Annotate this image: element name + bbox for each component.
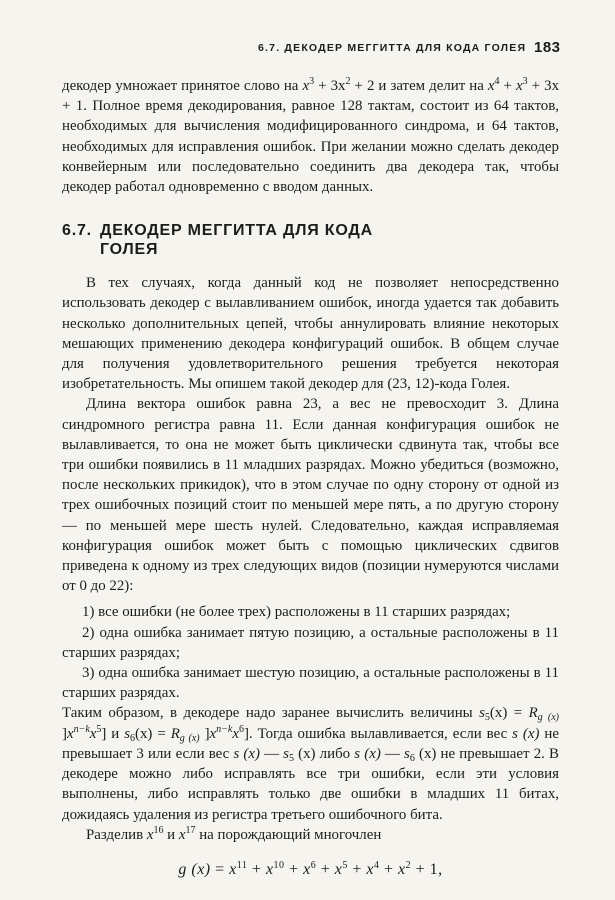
section-title-line2: ГОЛЕЯ (100, 241, 159, 259)
running-head-title: 6.7. ДЕКОДЕР МЕГГИТТА ДЛЯ КОДА ГОЛЕЯ (258, 42, 527, 54)
paragraph-continued: декодер умножает принятое слово на $x^3 + 3x^2 + 2$ и затем делит на $x^4 + x^3 + 3x + 1$. Полное время декодирования, равное 128 тактам, состоит из 64 тактов, необходимых для вычисления модифицированного синдрома, и 64 тактов, необходимых для исправления ошибок. При желании можно сделать декодер конвейерным или последовательно соединить два декодера так, чтобы декодер работал одновременно с вводом данных. (62, 76, 560, 196)
page-body (62, 76, 559, 880)
section-title-line1: ДЕКОДЕР МЕГГИТТА ДЛЯ КОДА (100, 222, 373, 240)
page-number: 183 (534, 39, 561, 56)
list-item-2: 2) одна ошибка занимает пятую позицию, а остальные расположены в 11 старших разрядах; (62, 624, 559, 661)
section-heading (62, 221, 559, 259)
paragraph-intro: В тех случаях, когда данный код не позволяет непосредственно использовать декодер с вылавливанием ошибок, иногда удается так добавить несколько дополнительных цепей, чтобы аннулировать влияние некоторых мешающих применению декодера конфигураций ошибок. В общем случае для получения удовлетворительного решения требуется некоторая изобретательность. Мы опишем такой декодер для (23, 12)-кода Голея. (62, 275, 559, 393)
list-item-1: 1) все ошибки (не более трех) расположены в 11 старших разрядах; (82, 604, 511, 621)
list-item-3: 3) одна ошибка занимает шестую позицию, а остальные расположены в 11 старших разрядах. (62, 665, 559, 702)
paragraph-dividing: Разделив $x^{16}$ и $x^{17}$ на порождающий многочлен (86, 824, 382, 843)
section-number: 6.7. (62, 222, 92, 240)
generator-polynomial-formula: g $(x) = x^{11} + x^{10} + x^6 + x^5 + x^4 + x^2 + 1$, (178, 859, 443, 878)
paragraph-conclusion: Таким образом, в декодере надо заранее вычислить величины $s_5(x) = R_{g (x)}$ ]$x^{n-k}x^5$] и $s_6(x) = R_{g (x)}$ ]$x^{n-k}x^6$]. Тогда ошибка вылавливается, если вес s (x) не превышает 3 или если вес s (x) — $s_5$ (x) либо s (x) — $s_6$ (x) не превышает 2. В декодере можно либо исправлять все три ошибки, если эти условия выполнены, либо исправлять только две ошибки в младших 11 битах, дожидаясь удаления из регистра третьего ошибочного бита. (62, 705, 559, 823)
paragraph-error-length: Длина вектора ошибок равна 23, а вес не превосходит 3. Длина синдромного регистра равна 11. Если данная конфигурация ошибок не вылавливается, то она не может быть циклически сдвинута так, чтобы все три ошибки появились в 11 младших разрядах. Можно убедиться (возможно, после нескольких прикидок), что в этом случае по одну сторону от одной из трех ошибочных позиций стоит по меньшей мере пять, а по другую сторону — по меньшей мере шесть нулей. Следовательно, каждая исправляемая конфигурация ошибок может быть с помощью циклических сдвигов приведена к одному из трех следующих видов (позиции нумеруются числами от 0 до 22): (62, 396, 559, 595)
